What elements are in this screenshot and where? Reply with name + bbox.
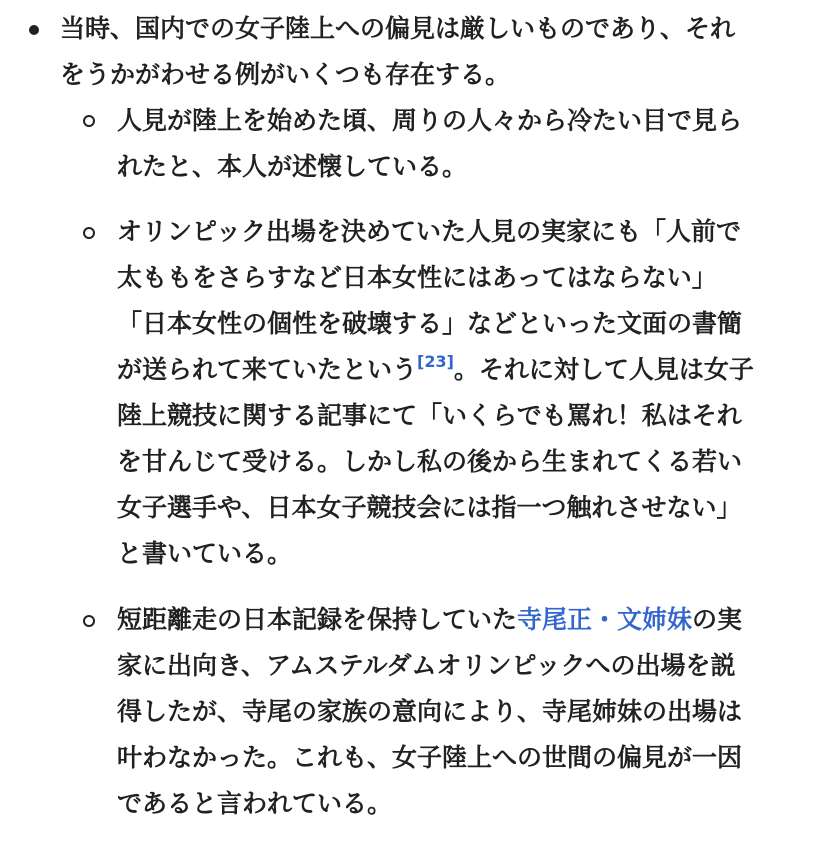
- text-segment: 短距離走の日本記録を保持していた: [117, 605, 518, 634]
- list-item-line: を甘んじて受ける。しかし私の後から生まれてくる若い: [117, 447, 743, 476]
- list-item-line: 女子選手や、日本女子競技会には指一つ触れさせない」: [117, 493, 742, 522]
- list-item-line: と書いている。: [117, 539, 293, 568]
- list-item-line: 当時、国内での女子陸上への偏見は厳しいものであり、それ: [60, 14, 736, 43]
- article-link-terao-sisters[interactable]: 寺尾正・文姉妹: [517, 605, 693, 634]
- list-item-line: 家に出向き、アムステルダムオリンピックへの出場を説: [117, 651, 736, 680]
- list-item-line: 得したが、寺尾の家族の意向により、寺尾姉妹の出場は: [117, 697, 743, 726]
- list-bullet-circle: [83, 615, 95, 627]
- text-segment: の実: [692, 605, 743, 634]
- list-item-line: [117, 597, 742, 643]
- citation-link[interactable]: [23]: [417, 351, 454, 371]
- list-bullet-circle: [83, 115, 95, 127]
- list-item-line: れたと、本人が述懐している。: [117, 152, 468, 181]
- text-segment: が送られて来ていたという: [117, 355, 418, 384]
- list-item-line: をうかがわせる例がいくつも存在する。: [60, 60, 511, 89]
- text-segment: 。それに対して人見は女子: [453, 355, 754, 384]
- list-item-line: 人見が陸上を始めた頃、周りの人々から冷たい目で見ら: [117, 106, 743, 135]
- list-item-line: [117, 347, 754, 393]
- list-item-line: 陸上競技に関する記事にて「いくらでも罵れ！私はそれ: [117, 401, 742, 430]
- list-item-line: 太ももをさらすなど日本女性にはあってはならない」: [117, 263, 717, 292]
- list-bullet-disc: [29, 25, 39, 35]
- list-bullet-circle: [83, 227, 95, 239]
- list-item-line: であると言われている。: [117, 789, 393, 818]
- list-item-line: 叶わなかった。これも、女子陸上への世間の偏見が一因: [117, 743, 743, 772]
- list-item-line: オリンピック出場を決めていた人見の実家にも「人前で: [117, 217, 742, 246]
- list-item-line: 「日本女性の個性を破壊する」などといった文面の書簡: [117, 309, 743, 338]
